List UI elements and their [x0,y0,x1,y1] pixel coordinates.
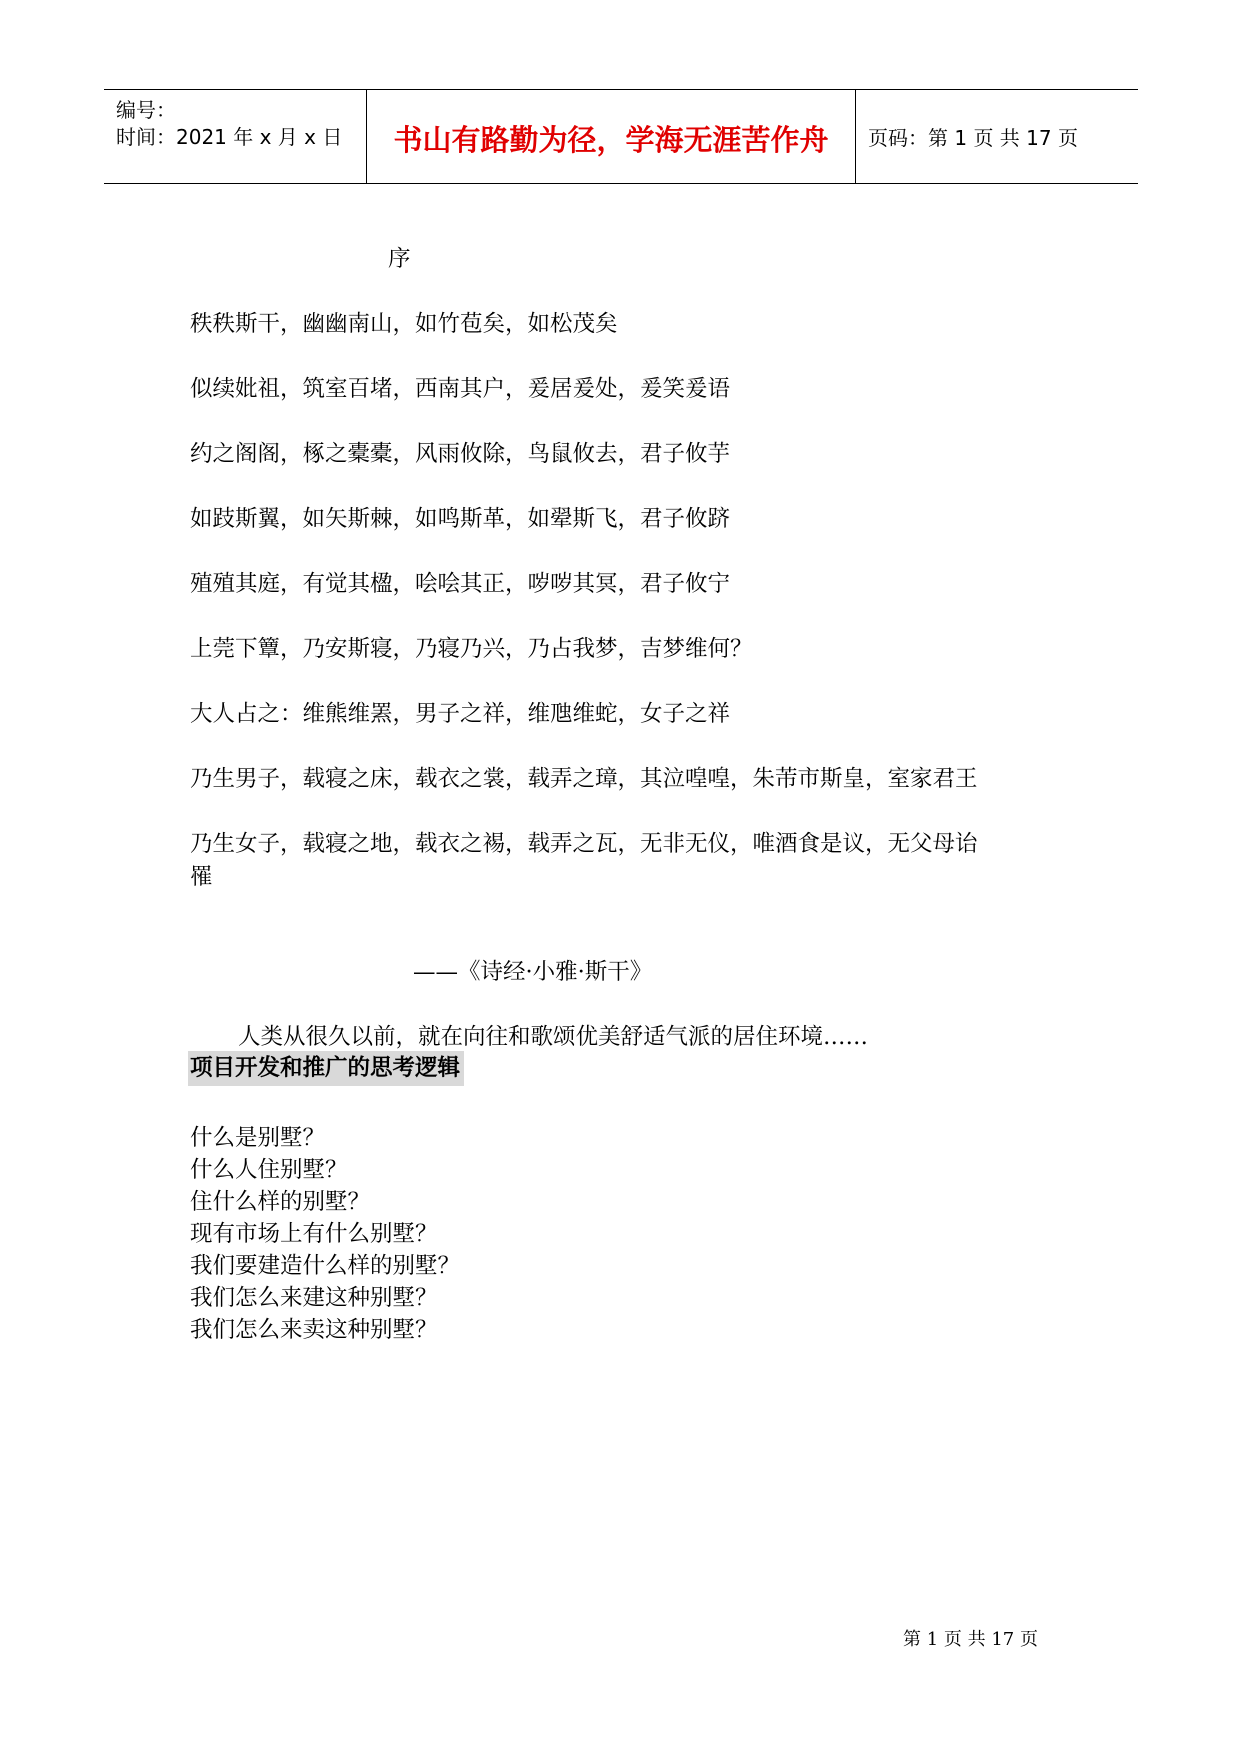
citation: ——《诗经·小雅·斯干》 [413,959,653,985]
question-item: 现有市场上有什么别墅？ [190,1221,438,1247]
question-item: 我们怎么来建这种别墅？ [190,1285,438,1311]
poem-line: 似续妣祖，筑室百堵，西南其户，爰居爰处，爰笑爰语 [190,376,731,402]
question-item: 住什么样的别墅？ [190,1189,371,1215]
question-item: 什么是别墅？ [190,1125,326,1151]
motto-text: 书山有路勤为径，学海无涯苦作舟 [393,123,829,157]
poem-line: 上莞下簟，乃安斯寝，乃寝乃兴，乃占我梦，吉梦维何？ [190,636,753,662]
document-number-label: 编号： [116,98,176,122]
preface-title: 序 [388,246,411,272]
page-footer: 第 1 页 共 17 页 [903,1629,1038,1650]
poem-line: 大人占之：维熊维罴，男子之祥，维虺维蛇，女子之祥 [190,701,731,727]
header-table [104,89,1138,184]
poem-line: 乃生男子，载寝之床，载衣之裳，载弄之璋，其泣喤喤，朱芾市斯皇，室家君王 [190,766,978,792]
page-number-label: 页码：第 1 页 共 17 页 [868,126,1078,150]
document-time-label: 时间：2021 年 x 月 x 日 [116,125,343,149]
header-right-cell [856,90,1138,183]
poem-line: 罹 [190,864,213,890]
poem-line: 秩秩斯干，幽幽南山，如竹苞矣，如松茂矣 [190,311,618,337]
poem-line: 如跂斯翼，如矢斯棘，如鸣斯革，如翚斯飞，君子攸跻 [190,506,731,532]
question-item: 我们怎么来卖这种别墅？ [190,1317,438,1343]
poem-line: 约之阁阁，椓之橐橐，风雨攸除，鸟鼠攸去，君子攸芋 [190,441,731,467]
question-item: 什么人住别墅？ [190,1157,348,1183]
header-left-cell [104,90,367,183]
poem-line: 殖殖其庭，有觉其楹，哙哙其正，哕哕其冥，君子攸宁 [190,571,731,597]
intro-paragraph: 人类从很久以前，就在向往和歌颂优美舒适气派的居住环境…… [238,1024,869,1050]
poem-line: 乃生女子，载寝之地，载衣之裼，载弄之瓦，无非无仪，唯酒食是议，无父母诒 [190,831,978,857]
question-item: 我们要建造什么样的别墅？ [190,1253,461,1279]
section-heading: 项目开发和推广的思考逻辑 [188,1051,464,1086]
header-middle-cell [367,90,856,183]
